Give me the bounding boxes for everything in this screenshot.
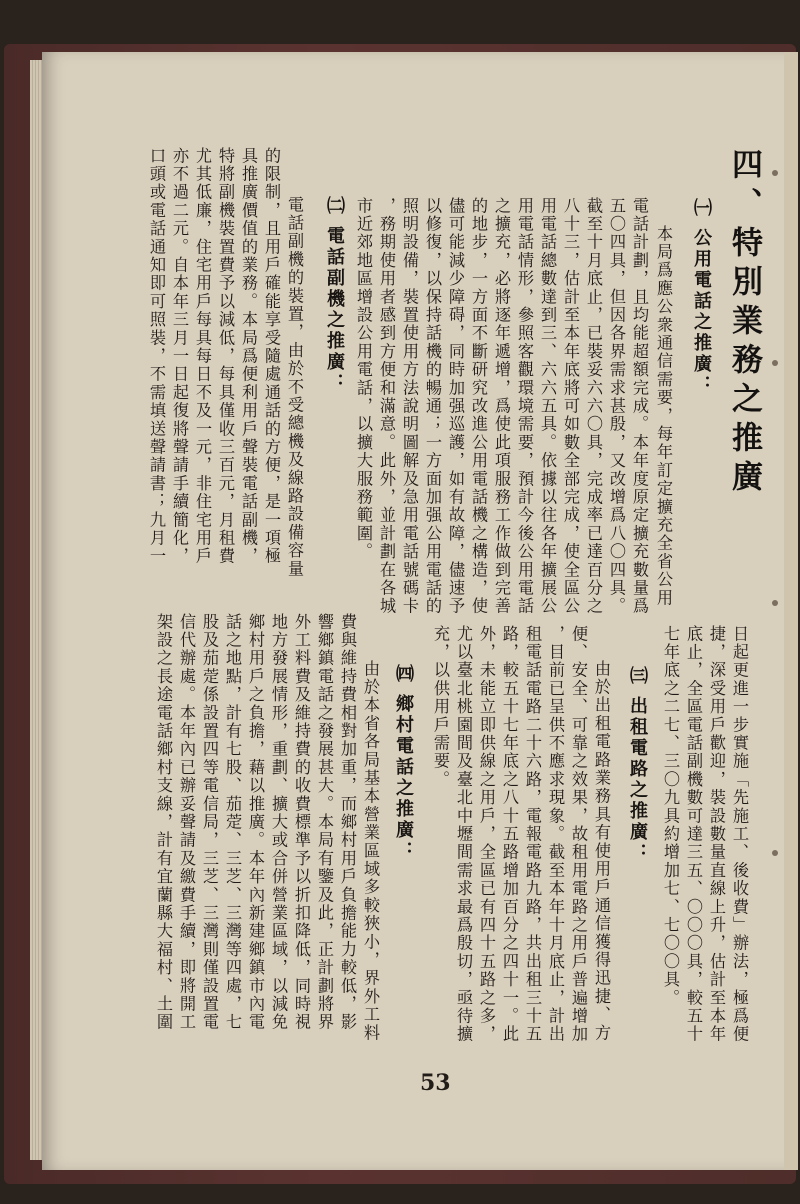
text-line: 費與維持費相對加重，而鄉村用戶負擔能力較低，影 [338, 613, 357, 1032]
text-line: ，目前已呈供不應求現象。截至本年十月底止，計出 [546, 625, 565, 1044]
text-line: 用電話情形，參照客觀環境需要，預計今後公用電話 [515, 197, 534, 616]
text-line: 路，較五十七年底之八十五路增加百分之四十一。此 [500, 625, 519, 1044]
text-line: 鄉村用戶之負擔，藉以推廣。本年內新建鄉鎮市內電 [246, 613, 265, 1032]
text-line: 日起更進一步實施「先施工、後收費」辦法，極爲便 [730, 625, 749, 1044]
text-line: 截至十月底止，已裝妥六六〇具，完成率已達百分之 [584, 197, 603, 616]
text-line: 底止，全區電話副機數可達三五、〇〇〇具，較五十 [684, 625, 703, 1044]
text-line: 信代辦處。本年內已辦妥聲請及繳費手續，即將開工 [177, 613, 196, 1032]
text-line: 尤以臺北桃園間及臺北中壢間需求最爲殷切，亟待擴 [454, 625, 473, 1044]
text-line: 架設之長途電話鄉村支線，計有宜蘭縣大福村、土圍 [154, 613, 173, 1032]
text-line: 五〇四具，但因各界需求甚殷，又改增爲八〇四具。 [607, 197, 626, 616]
text-line: 本局爲應公衆通信需要，每年訂定擴充全省公用 [654, 225, 673, 608]
heading-rural-telephone: ㈣ 鄉村電話之推廣： [393, 664, 414, 863]
text-line: 照明設備，裝置使用方法說明圖解及急用電話號碼卡 [400, 197, 419, 616]
stitch-hole [772, 170, 778, 176]
text-line: 的地步，一方面不斷研究改進公用電話機之構造，使 [469, 197, 488, 616]
text-line: 之擴充，必將逐年遞增，爲使此項服務工作做到完善 [492, 197, 511, 616]
text-line: 亦不過二元。自本年三月一日起復將聲請手續簡化， [170, 147, 189, 566]
text-line: 地方發展情形，重劃、擴大或合併營業區域，以減免 [269, 613, 288, 1032]
text-line: 儘可能減少障碍，同時加强巡護，如有故障，儘速予 [446, 197, 465, 616]
text-line: 尤其低廉，住宅用戶每具每日不及一元，非住宅用戶 [193, 147, 212, 566]
heading-public-telephone: ㈠ 公用電話之推廣： [691, 198, 712, 397]
text-line: 七年底之二七、三〇九具約增加七、七〇〇具。 [661, 625, 680, 1008]
text-line: 由於本省各局基本營業區域多較狹小，界外工料 [361, 660, 380, 1043]
text-line: ，務期使用者感到方便和滿意。此外，並計劃在各城 [377, 197, 396, 616]
text-line: 租電話電路二十六路，電報電路九路，共出租三十五 [523, 625, 542, 1044]
text-line: 由於出租電路業務具有使用戶通信獲得迅捷、方 [592, 660, 611, 1043]
stitch-hole [772, 850, 778, 856]
page-number: 53 [420, 1070, 451, 1096]
text-line: 電話副機的裝置，由於不受總機及線路設備容量 [285, 196, 304, 579]
text-line: 股及茄萣係設置四等電信局，三芝、三灣則僅設置電 [200, 613, 219, 1032]
text-line: 外工料費及維持費的收費標準予以折扣降低，同時視 [292, 613, 311, 1032]
text-line: 以修復，以保持話機的暢通；一方面加强公用電話的 [423, 197, 442, 616]
binding-strip [784, 52, 798, 1170]
stitch-hole [772, 360, 778, 366]
text-line: 具推廣價值的業務。本局爲便利用戶聲裝電話副機， [239, 147, 258, 566]
text-line: 捷，深受用戶歡迎，裝設數量直線上升，估計至本年 [707, 625, 726, 1044]
text-line: 便、安全、可靠之效果，故租用電路之用戶普遍增加 [569, 625, 588, 1044]
stitch-hole [772, 600, 778, 606]
text-line: 話之地點，計有七股、茄萣、三芝、三灣等四處，七 [223, 613, 242, 1032]
heading-extension-telephone: ㈡ 電話副機之推廣： [324, 196, 345, 395]
text-line: 用電話總數達到三、六六五具。依據以往各年擴展公 [538, 197, 557, 616]
heading-leased-circuits: ㈢ 出租電路之推廣： [627, 666, 648, 865]
text-line: 的限制，且用戶確能享受隨處通話的方便，是一項極 [262, 147, 281, 566]
text-line: 充，以供用戶需要。 [431, 625, 450, 789]
text-line: 特將副機裝置費予以減低，每具僅收三百元，月租費 [216, 147, 235, 566]
text-line: 口頭或電話通知即可照裝，不需填送聲請書；九月一 [147, 147, 166, 566]
text-line: 電話計劃，且均能超額完成。本年度原定擴充數量爲 [630, 197, 649, 616]
text-line: 響鄉鎮電話之發展甚大。本局有鑒及此，正計劃將界 [315, 613, 334, 1032]
text-line: 八十三，估計至本年底將可如數全部完成，使全區公 [561, 197, 580, 616]
text-line: 外，未能立即供線之用戶，全區已有四十五路之多， [477, 625, 496, 1044]
text-line: 市近郊地區增設公用電話，以擴大服務範圍。 [354, 197, 373, 561]
section-title: 四、特別業務之推廣 [726, 148, 762, 499]
